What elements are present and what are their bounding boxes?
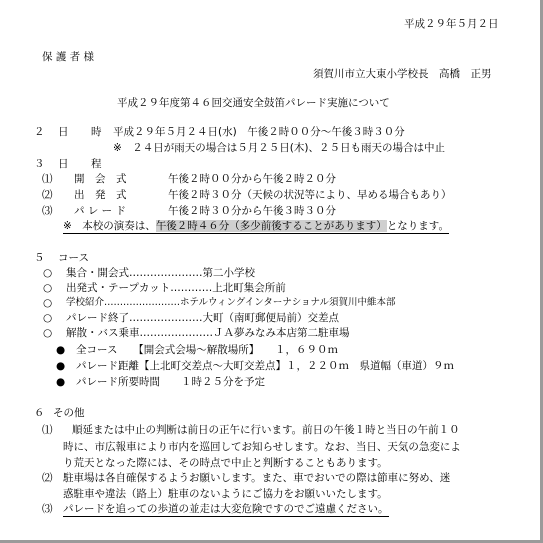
schedule-item-label: パ レ ー ド — [74, 205, 127, 217]
section-5-label: コース — [58, 252, 89, 264]
section-2-note: ※ ２４日が雨天の場合は５月２５日(木)、２５日も雨天の場合は中止 — [113, 142, 445, 154]
other-item-line: 順延または中止の判断は前日の正午に行います。前日の午後１時と当日の午前１０ — [72, 424, 460, 436]
note-prefix: ※ 本校の演奏は、 — [63, 220, 156, 232]
schedule-item-number: ⑶ — [42, 205, 53, 217]
schedule-item-time: 午後２時３０分（天候の状況等により、早める場合もあり） — [168, 189, 452, 201]
course-bullet: ○ — [43, 267, 53, 279]
other-item-line: り荒天となった際には、その時点で中止と判断することもあります。 — [63, 457, 388, 469]
section-2-label: 日 時 — [58, 126, 108, 138]
schedule-item-time: 午後２時３０分から午後３時３０分 — [168, 205, 336, 217]
section-2-value: 平成２９年５月２４日(水) 午後２時００分～午後３時３０分 — [113, 126, 405, 138]
course-item: 解散・バス乗車…………………ＪＡ夢みなみ本店第二駐車場 — [66, 327, 350, 339]
section-3-label: 日 程 — [58, 158, 108, 170]
detail-bullet: ● — [56, 376, 66, 388]
course-item: パレード終了…………………大町（南町郵便局前）交差点 — [66, 312, 339, 324]
note-highlight: 午後２時４６分（多少前後することがあります） — [155, 220, 387, 232]
course-item: 出発式・テープカット…………上北町集会所前 — [66, 282, 286, 294]
document-date: 平成２９年５月２日 — [404, 18, 499, 30]
schedule-item-number: ⑴ — [42, 173, 53, 185]
schedule-item-label: 開 会 式 — [74, 173, 127, 185]
other-item-line: 惑駐車や違法（路上）駐車のないようにご協力をお願いいたします。 — [63, 488, 388, 500]
other-item-line: パレードを追っての歩道の並走は大変危険ですのでご遠慮ください。 — [63, 503, 389, 515]
course-bullet: ○ — [43, 282, 53, 294]
other-item-number: ⑶ — [42, 503, 53, 515]
other-item-line: 時に、市広報車により市内を巡回してお知らせします。なお、当日、天気の急変によ — [63, 441, 461, 453]
course-detail: パレード距離【上北町交差点～大町交差点】１，２２０ｍ 県道幅（車道）９ｍ — [76, 360, 454, 372]
document-title: 平成２９年度第４６回交通安全鼓笛パレード実施について — [117, 97, 390, 109]
note-suffix: となります。 — [386, 220, 449, 232]
other-item-number: ⑵ — [42, 472, 53, 484]
course-detail: 全コース 【開会式会場～解散場所】 １，６９０ｍ — [76, 344, 338, 356]
section-6-label: その他 — [53, 407, 85, 419]
other-item-line: 駐車場は各自確保するようお願いします。また、車でおいでの際は節車に努め、迷 — [63, 472, 451, 484]
course-item: 集合・開会式…………………第二小学校 — [66, 267, 255, 279]
course-item: 学校紹介……………………ホテルウィングインターナショナル須賀川中維本部 — [66, 297, 396, 308]
sender: 須賀川市立大東小学校長 高橋 正男 — [313, 68, 492, 80]
course-detail: パレード所要時間 １時２５分を予定 — [76, 376, 265, 388]
detail-bullet: ● — [56, 360, 66, 372]
detail-bullet: ● — [56, 344, 66, 356]
section-6-number: ６ — [34, 407, 45, 419]
schedule-item-time: 午後２時００分から午後２時２０分 — [168, 173, 336, 185]
performance-time-note — [63, 221, 449, 234]
course-bullet: ○ — [43, 312, 53, 324]
course-bullet: ○ — [43, 327, 53, 339]
recipient: 保 護 者 様 — [42, 51, 95, 63]
section-2-number: ２ — [34, 126, 45, 138]
schedule-item-label: 出 発 式 — [74, 189, 127, 201]
section-5-number: ５ — [34, 252, 45, 264]
course-bullet: ○ — [43, 297, 53, 309]
other-item-number: ⑴ — [42, 424, 53, 436]
section-3-number: ３ — [34, 158, 45, 170]
schedule-item-number: ⑵ — [42, 189, 53, 201]
